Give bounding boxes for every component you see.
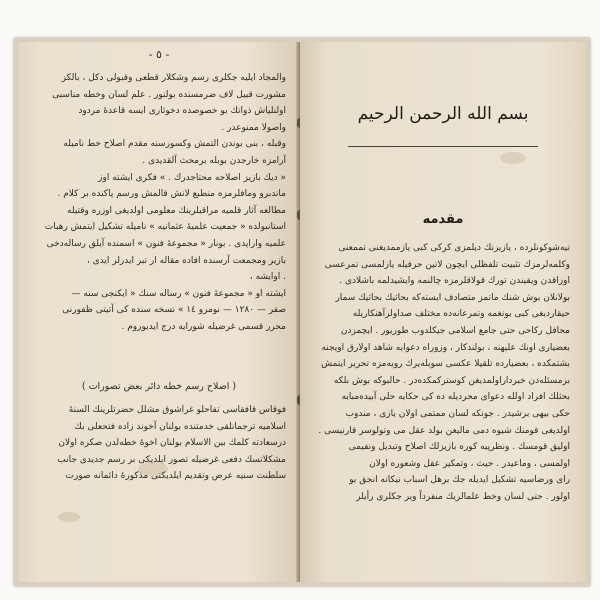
text-line: درسعادته کلمك بین الاسلام بولنان اخوهٔ خطه‌لدن صکره اولان	[58, 438, 286, 449]
text-line: اولور . حتی لسان وخط علمالريك منفرداً وير جكلری رأيلر	[356, 491, 570, 502]
text-line: بحثلك افراد اولله دعوای محرديله ده کی حكايه حلی آبيده‌مبابه	[341, 392, 570, 403]
text-line: سلطنت سنیه عرض وتقدیم ایلدیکنی مذکورهٔ دائمانه صورت	[65, 471, 286, 482]
title-rule	[348, 146, 538, 147]
text-line: اولديغی قومنك شيوه دمی ماليغن بولد عقل مى وتولوسر قارنيسی .	[318, 425, 570, 436]
text-line: بشتمكده ، بعضيارده تلقيلا عكسی سوبله‌يرك رويه‌مزه تحرير ايتمش	[321, 359, 570, 370]
left-page	[18, 42, 300, 582]
right-page-body	[318, 240, 570, 506]
text-line: حكی بيهی برشيدر . جونكه لسان ممتمی اولان يازی ، مندوب	[345, 408, 570, 419]
text-line: بازیر ومجمعت آرسنده افاده مقاله ار تبر ایدرلر ایدی ،	[86, 255, 286, 266]
text-line: مشکلاتسك دفعی غرضیله تصور ایلدیکی بر رسم جدیدی جانب	[57, 454, 286, 465]
section-heading: ( اصلاح رسم خطه دائر بعض تصورات )	[81, 381, 237, 392]
text-line: حيقارديغی كبی بونغمه وتمرعانه‌ده مختلف صداولرآهنكاريله	[352, 309, 570, 320]
text-line: . اوایشه ،	[249, 272, 286, 283]
text-line: مطالعه آثار قلمیه مراقیلرینك معلومی اولدیغی اوزره وقتیله	[67, 205, 286, 216]
left-page-body-top	[34, 70, 286, 336]
text-line: واصولا ممنوعدر .	[221, 122, 286, 133]
text-line: محرر قسمی غرضیله شورایه درج ایدیوروم .	[121, 321, 286, 332]
text-line: اوليق قومسك . ونظرپيه كوره بازيزلك اصلاح وتبديل ونفيمى	[348, 442, 570, 453]
paper-stain	[138, 462, 168, 476]
preface-heading: مقدمه	[422, 212, 464, 227]
text-line: استانبولده « جمعیت علمیهٔ عثمانیه » نامیله تشکیل ایتمش رهبات	[44, 222, 286, 233]
text-line: صفر — ١٢٨٠ — نومرو ١٤ » نسخه سنده کی آتیتی ظفورنی	[62, 305, 286, 316]
text-line: برمسئله‌دن خبرداراولمديغن کوستركمكده‌در . حالبوكه بوش بلكه	[333, 375, 570, 386]
paper-stain	[58, 512, 80, 522]
text-line: ماندبرو ومافلرمزه منطبع لانش قالمش ورسم پاكنده بر كلام .	[57, 189, 286, 200]
text-line: والمجاد ایلیه جکلری رسم وشکلار قطعی وقبولی دکل ، بالکز	[61, 73, 286, 83]
text-line: محافل ركاحی حتی جامع اسلامی جيكلدوب طوريور . ايچمزدن	[340, 325, 570, 336]
text-line: « ديك بازيز اصلاحه محتاجدرك . » فكرى ايشته اوز	[98, 172, 286, 183]
text-line: اسلامیه ترجمانلقی خدمتنده بولنان آخوند زاده فتحعلی بك	[74, 421, 286, 432]
text-line: مشورت قبیل لاف ضرمسنده بولنور . علم لسان وخطه مناسبی	[52, 89, 286, 100]
text-line: ایشته او « مجموعهٔ فنون » رساله سنك « ایکنجی سنه —	[71, 288, 286, 299]
text-line: راى ورضاسيه تشكيل ايديله جك برهل اسباب نيكانه انجق بو	[349, 475, 570, 486]
text-line: بولانلان بوش شنك ماتمز متصادف ايسته‌كه بحاثيك بحاثيك سمار	[335, 292, 570, 303]
text-line: اولنلیاش ذواتك بو خصوصده دخوثاری ایسه قاعدهٔ مردود	[78, 106, 286, 117]
text-line: نیه‌شوکونلرده ، یازیزنك دیلمزی کرکی كبی یازممدیغنی تممعنی	[338, 243, 570, 253]
text-line: فوقاس قافقاسی تفاحلو غراشوق مشلل حضرتلرینك السنهٔ	[68, 405, 286, 415]
text-line: اولمسی ، وماعيدر . حيث ، وتمكير عقل وشعوره اولان	[369, 458, 570, 469]
text-line: اوزاقدن ويقيندن تورك قولاقلرمزه چالنمه وايشيدلمه باشلادی .	[339, 276, 570, 287]
text-line: وقبله ، بنی بوندن التمش وکسورسنه مقدم اصلاح خط نامیله	[63, 139, 286, 150]
text-line: بعضيارى اونك عليهنه ، بولندكار ، وزوراه دعوايه شاهد اولارق اويجنه	[321, 342, 570, 353]
right-page	[300, 42, 586, 582]
text-line: وکلمه‌لرمزك تثبيت تلفظلی ايچون لاتين حرفيله یازلمسی تمرعسی	[324, 259, 570, 270]
page-number: - ٥ -	[148, 48, 170, 61]
basmala-title: بسم الله الرحمن الرحيم	[357, 104, 529, 124]
text-line: آرامزه خارجدن بوبله برمحث آلقدیدی .	[142, 155, 286, 166]
paper-stain	[500, 152, 526, 164]
text-line: علمیه واراپدی . بونار « مجموعهٔ فنون » اسمنده آیلق رساله‌دخی	[46, 238, 286, 249]
